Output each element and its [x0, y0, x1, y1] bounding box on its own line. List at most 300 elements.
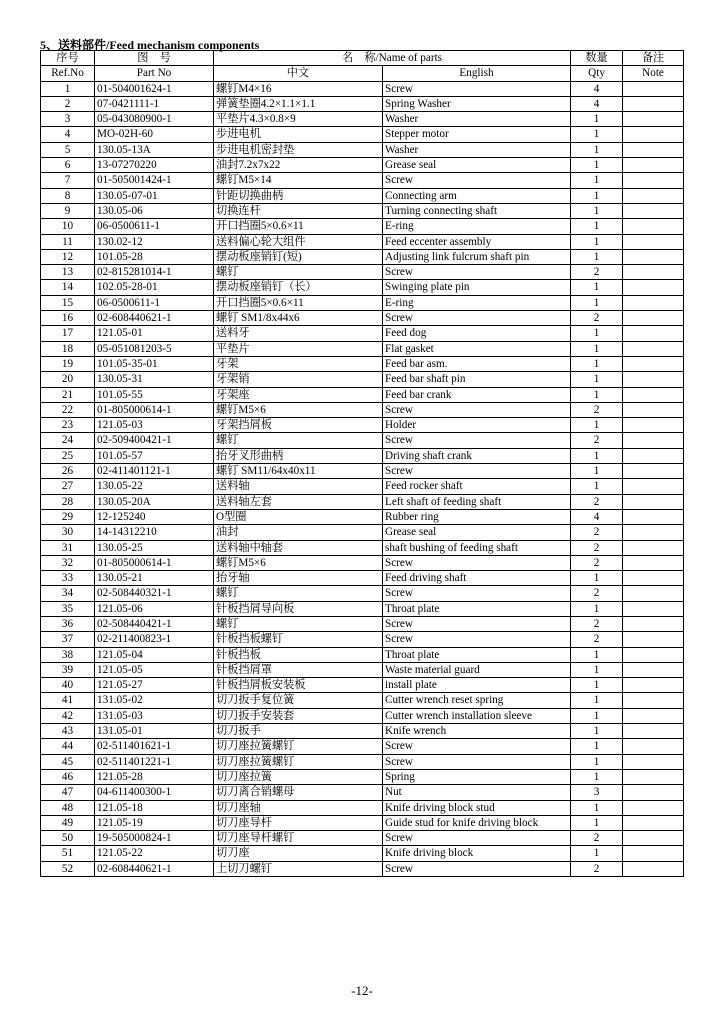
- table-row: [41, 81, 684, 96]
- ref-no-cell: 6: [41, 158, 95, 173]
- ref-no-cell: 2: [41, 96, 95, 111]
- english-name-cell: Waste material guard: [383, 662, 571, 677]
- table-row: [41, 861, 684, 876]
- table-row: [41, 785, 684, 800]
- part-no-cell: 02-511401621-1: [95, 739, 214, 754]
- part-no-cell: 101.05-35-01: [95, 356, 214, 371]
- english-name-cell: Adjusting link fulcrum shaft pin: [383, 249, 571, 264]
- ref-no-cell: 40: [41, 678, 95, 693]
- ref-no-cell: 31: [41, 540, 95, 555]
- ref-no-cell: 46: [41, 769, 95, 784]
- english-name-cell: Driving shaft crank: [383, 448, 571, 463]
- ref-no-cell: 34: [41, 586, 95, 601]
- ref-no-cell: 1: [41, 81, 95, 96]
- chinese-name-cell: 螺钉: [214, 265, 383, 280]
- chinese-name-cell: 摆动板座销钉（长）: [214, 280, 383, 295]
- chinese-name-cell: 送料偏心轮大组件: [214, 234, 383, 249]
- ref-no-cell: 52: [41, 861, 95, 876]
- qty-cell: 2: [571, 616, 623, 631]
- chinese-name-cell: 切刀座拉簧螺钉: [214, 754, 383, 769]
- chinese-name-cell: 切刀座拉簧螺钉: [214, 739, 383, 754]
- english-name-cell: Grease seal: [383, 158, 571, 173]
- chinese-name-cell: 螺钉 SM11/64x40x11: [214, 464, 383, 479]
- qty-cell: 1: [571, 846, 623, 861]
- english-name-cell: Screw: [383, 632, 571, 647]
- chinese-name-cell: 针板挡屑导向板: [214, 601, 383, 616]
- ref-no-cell: 25: [41, 448, 95, 463]
- ref-no-cell: 11: [41, 234, 95, 249]
- note-cell: [623, 341, 684, 356]
- qty-cell: 1: [571, 724, 623, 739]
- english-name-cell: Washer: [383, 142, 571, 157]
- table-row: [41, 601, 684, 616]
- ref-no-cell: 8: [41, 188, 95, 203]
- part-no-cell: 02-411401121-1: [95, 464, 214, 479]
- header-ref-no-en: Ref.No: [41, 66, 95, 81]
- english-name-cell: Screw: [383, 739, 571, 754]
- ref-no-cell: 14: [41, 280, 95, 295]
- qty-cell: 1: [571, 158, 623, 173]
- table-row: [41, 219, 684, 234]
- qty-cell: 1: [571, 341, 623, 356]
- table-row: [41, 525, 684, 540]
- chinese-name-cell: 送料轴中轴套: [214, 540, 383, 555]
- qty-cell: 1: [571, 448, 623, 463]
- chinese-name-cell: 抬牙叉形曲柄: [214, 448, 383, 463]
- ref-no-cell: 19: [41, 356, 95, 371]
- ref-no-cell: 33: [41, 571, 95, 586]
- qty-cell: 1: [571, 219, 623, 234]
- qty-cell: 1: [571, 387, 623, 402]
- part-no-cell: 131.05-02: [95, 693, 214, 708]
- ref-no-cell: 50: [41, 831, 95, 846]
- english-name-cell: Feed bar asm.: [383, 356, 571, 371]
- table-row: [41, 387, 684, 402]
- chinese-name-cell: 针板挡板: [214, 647, 383, 662]
- part-no-cell: 02-508440321-1: [95, 586, 214, 601]
- part-no-cell: 04-611400300-1: [95, 785, 214, 800]
- chinese-name-cell: 螺钉: [214, 616, 383, 631]
- ref-no-cell: 7: [41, 173, 95, 188]
- english-name-cell: Knife driving block stud: [383, 800, 571, 815]
- chinese-name-cell: 送料轴: [214, 479, 383, 494]
- chinese-name-cell: 牙架销: [214, 372, 383, 387]
- qty-cell: 1: [571, 693, 623, 708]
- qty-cell: 1: [571, 708, 623, 723]
- part-no-cell: 02-608440621-1: [95, 311, 214, 326]
- note-cell: [623, 678, 684, 693]
- english-name-cell: Screw: [383, 861, 571, 876]
- header-ref-no-cn: 序号: [41, 51, 95, 66]
- part-no-cell: 121.05-27: [95, 678, 214, 693]
- ref-no-cell: 30: [41, 525, 95, 540]
- chinese-name-cell: 针板挡屑罩: [214, 662, 383, 677]
- part-no-cell: 121.05-19: [95, 815, 214, 830]
- note-cell: [623, 372, 684, 387]
- table-row: [41, 815, 684, 830]
- table-row: [41, 112, 684, 127]
- table-row: [41, 188, 684, 203]
- english-name-cell: Screw: [383, 173, 571, 188]
- chinese-name-cell: 针板挡板螺钉: [214, 632, 383, 647]
- english-name-cell: Screw: [383, 81, 571, 96]
- note-cell: [623, 800, 684, 815]
- qty-cell: 3: [571, 785, 623, 800]
- note-cell: [623, 158, 684, 173]
- english-name-cell: Feed driving shaft: [383, 571, 571, 586]
- part-no-cell: 102.05-28-01: [95, 280, 214, 295]
- qty-cell: 1: [571, 800, 623, 815]
- chinese-name-cell: 弹簧垫圈4.2×1.1×1.1: [214, 96, 383, 111]
- part-no-cell: 02-211400823-1: [95, 632, 214, 647]
- ref-no-cell: 42: [41, 708, 95, 723]
- table-row: [41, 754, 684, 769]
- qty-cell: 1: [571, 188, 623, 203]
- ref-no-cell: 44: [41, 739, 95, 754]
- note-cell: [623, 142, 684, 157]
- ref-no-cell: 48: [41, 800, 95, 815]
- note-cell: [623, 295, 684, 310]
- qty-cell: 1: [571, 571, 623, 586]
- header-name-chinese: 中文: [214, 66, 383, 81]
- ref-no-cell: 38: [41, 647, 95, 662]
- table-body: [41, 81, 684, 876]
- part-no-cell: 131.05-01: [95, 724, 214, 739]
- chinese-name-cell: 切刀扳手复位簧: [214, 693, 383, 708]
- ref-no-cell: 12: [41, 249, 95, 264]
- table-row: [41, 739, 684, 754]
- note-cell: [623, 249, 684, 264]
- english-name-cell: E-ring: [383, 219, 571, 234]
- qty-cell: 1: [571, 769, 623, 784]
- ref-no-cell: 16: [41, 311, 95, 326]
- ref-no-cell: 47: [41, 785, 95, 800]
- english-name-cell: Screw: [383, 464, 571, 479]
- part-no-cell: 121.05-03: [95, 418, 214, 433]
- part-no-cell: 01-805000614-1: [95, 402, 214, 417]
- ref-no-cell: 15: [41, 295, 95, 310]
- part-no-cell: 02-509400421-1: [95, 433, 214, 448]
- note-cell: [623, 112, 684, 127]
- part-no-cell: 121.05-28: [95, 769, 214, 784]
- qty-cell: 1: [571, 815, 623, 830]
- chinese-name-cell: 螺钉: [214, 586, 383, 601]
- english-name-cell: Washer: [383, 112, 571, 127]
- english-name-cell: Grease seal: [383, 525, 571, 540]
- note-cell: [623, 571, 684, 586]
- table-row: [41, 831, 684, 846]
- qty-cell: 1: [571, 662, 623, 677]
- note-cell: [623, 586, 684, 601]
- english-name-cell: Stepper motor: [383, 127, 571, 142]
- table-row: [41, 265, 684, 280]
- qty-cell: 1: [571, 173, 623, 188]
- english-name-cell: Turning connecting shaft: [383, 203, 571, 218]
- chinese-name-cell: 螺钉M5×6: [214, 555, 383, 570]
- english-name-cell: Spring Washer: [383, 96, 571, 111]
- ref-no-cell: 35: [41, 601, 95, 616]
- qty-cell: 2: [571, 311, 623, 326]
- ref-no-cell: 39: [41, 662, 95, 677]
- qty-cell: 1: [571, 203, 623, 218]
- qty-cell: 1: [571, 142, 623, 157]
- header-part-no-cn: 图 号: [95, 51, 214, 66]
- note-cell: [623, 219, 684, 234]
- ref-no-cell: 43: [41, 724, 95, 739]
- english-name-cell: Screw: [383, 616, 571, 631]
- note-cell: [623, 433, 684, 448]
- table-row: [41, 433, 684, 448]
- qty-cell: 2: [571, 831, 623, 846]
- part-no-cell: 130.05-06: [95, 203, 214, 218]
- chinese-name-cell: 切刀座拉簧: [214, 769, 383, 784]
- part-no-cell: 02-508440421-1: [95, 616, 214, 631]
- qty-cell: 2: [571, 555, 623, 570]
- english-name-cell: Nut: [383, 785, 571, 800]
- note-cell: [623, 540, 684, 555]
- chinese-name-cell: 开口挡圈5×0.6×11: [214, 295, 383, 310]
- qty-cell: 1: [571, 754, 623, 769]
- chinese-name-cell: 切刀座轴: [214, 800, 383, 815]
- qty-cell: 1: [571, 739, 623, 754]
- qty-cell: 4: [571, 96, 623, 111]
- table-row: [41, 356, 684, 371]
- part-no-cell: 131.05-03: [95, 708, 214, 723]
- part-no-cell: 130.02-12: [95, 234, 214, 249]
- part-no-cell: 02-608440621-1: [95, 861, 214, 876]
- part-no-cell: 01-505001424-1: [95, 173, 214, 188]
- chinese-name-cell: 螺钉M5×6: [214, 402, 383, 417]
- table-row: [41, 418, 684, 433]
- english-name-cell: Feed rocker shaft: [383, 479, 571, 494]
- part-no-cell: 121.05-01: [95, 326, 214, 341]
- qty-cell: 2: [571, 433, 623, 448]
- ref-no-cell: 45: [41, 754, 95, 769]
- chinese-name-cell: 切换连杆: [214, 203, 383, 218]
- note-cell: [623, 418, 684, 433]
- note-cell: [623, 387, 684, 402]
- chinese-name-cell: 针板挡屑板安装板: [214, 678, 383, 693]
- chinese-name-cell: 牙架: [214, 356, 383, 371]
- qty-cell: 2: [571, 540, 623, 555]
- header-part-no-en: Part No: [95, 66, 214, 81]
- note-cell: [623, 265, 684, 280]
- note-cell: [623, 81, 684, 96]
- qty-cell: 1: [571, 479, 623, 494]
- english-name-cell: Throat plate: [383, 647, 571, 662]
- qty-cell: 1: [571, 372, 623, 387]
- part-no-cell: 13-07270220: [95, 158, 214, 173]
- english-name-cell: Cutter wrench installation sleeve: [383, 708, 571, 723]
- ref-no-cell: 27: [41, 479, 95, 494]
- chinese-name-cell: 螺钉M5×14: [214, 173, 383, 188]
- table-row: [41, 203, 684, 218]
- ref-no-cell: 49: [41, 815, 95, 830]
- header-name-of-parts: 名 称/Name of parts: [214, 51, 571, 66]
- table-row: [41, 295, 684, 310]
- header-name-english: English: [383, 66, 571, 81]
- ref-no-cell: 24: [41, 433, 95, 448]
- ref-no-cell: 28: [41, 494, 95, 509]
- part-no-cell: 121.05-18: [95, 800, 214, 815]
- english-name-cell: Screw: [383, 831, 571, 846]
- part-no-cell: 06-0500611-1: [95, 219, 214, 234]
- note-cell: [623, 203, 684, 218]
- part-no-cell: 02-815281014-1: [95, 265, 214, 280]
- note-cell: [623, 769, 684, 784]
- qty-cell: 4: [571, 81, 623, 96]
- english-name-cell: Rubber ring: [383, 509, 571, 524]
- english-name-cell: Screw: [383, 265, 571, 280]
- part-no-cell: 07-0421111-1: [95, 96, 214, 111]
- note-cell: [623, 525, 684, 540]
- note-cell: [623, 815, 684, 830]
- english-name-cell: Guide stud for knife driving block: [383, 815, 571, 830]
- qty-cell: 1: [571, 464, 623, 479]
- part-no-cell: 01-805000614-1: [95, 555, 214, 570]
- note-cell: [623, 601, 684, 616]
- qty-cell: 1: [571, 326, 623, 341]
- chinese-name-cell: 牙架座: [214, 387, 383, 402]
- ref-no-cell: 32: [41, 555, 95, 570]
- qty-cell: 1: [571, 356, 623, 371]
- note-cell: [623, 785, 684, 800]
- parts-table: [40, 50, 684, 877]
- ref-no-cell: 13: [41, 265, 95, 280]
- part-no-cell: 121.05-04: [95, 647, 214, 662]
- table-row: [41, 448, 684, 463]
- ref-no-cell: 4: [41, 127, 95, 142]
- table-row: [41, 249, 684, 264]
- ref-no-cell: 9: [41, 203, 95, 218]
- ref-no-cell: 37: [41, 632, 95, 647]
- note-cell: [623, 311, 684, 326]
- part-no-cell: 121.05-22: [95, 846, 214, 861]
- header-qty-cn: 数量: [571, 51, 623, 66]
- note-cell: [623, 693, 684, 708]
- chinese-name-cell: 牙架挡屑板: [214, 418, 383, 433]
- table-row: [41, 616, 684, 631]
- table-row: [41, 479, 684, 494]
- note-cell: [623, 326, 684, 341]
- note-cell: [623, 234, 684, 249]
- english-name-cell: Screw: [383, 311, 571, 326]
- english-name-cell: Knife wrench: [383, 724, 571, 739]
- note-cell: [623, 509, 684, 524]
- table-row: [41, 571, 684, 586]
- note-cell: [623, 356, 684, 371]
- english-name-cell: Connecting arm: [383, 188, 571, 203]
- table-row: [41, 800, 684, 815]
- chinese-name-cell: 螺钉: [214, 433, 383, 448]
- table-row: [41, 326, 684, 341]
- chinese-name-cell: 平垫片4.3×0.8×9: [214, 112, 383, 127]
- english-name-cell: Screw: [383, 402, 571, 417]
- part-no-cell: 05-043080900-1: [95, 112, 214, 127]
- english-name-cell: Holder: [383, 418, 571, 433]
- chinese-name-cell: 针距切换曲柄: [214, 188, 383, 203]
- table-row: [41, 173, 684, 188]
- table-header: [41, 51, 684, 82]
- ref-no-cell: 22: [41, 402, 95, 417]
- qty-cell: 2: [571, 525, 623, 540]
- part-no-cell: 130.05-31: [95, 372, 214, 387]
- chinese-name-cell: 切刀座导杆: [214, 815, 383, 830]
- english-name-cell: Feed bar shaft pin: [383, 372, 571, 387]
- note-cell: [623, 754, 684, 769]
- note-cell: [623, 464, 684, 479]
- english-name-cell: E-ring: [383, 295, 571, 310]
- english-name-cell: Screw: [383, 555, 571, 570]
- ref-no-cell: 10: [41, 219, 95, 234]
- chinese-name-cell: 切刀扳手安装套: [214, 708, 383, 723]
- header-qty-en: Qty: [571, 66, 623, 81]
- qty-cell: 1: [571, 280, 623, 295]
- table-row: [41, 662, 684, 677]
- note-cell: [623, 188, 684, 203]
- part-no-cell: 121.05-05: [95, 662, 214, 677]
- ref-no-cell: 21: [41, 387, 95, 402]
- qty-cell: 1: [571, 601, 623, 616]
- section-title: 5、送料部件/Feed mechanism components: [40, 38, 260, 52]
- note-cell: [623, 555, 684, 570]
- qty-cell: 1: [571, 678, 623, 693]
- note-cell: [623, 448, 684, 463]
- page-number: -12-: [351, 983, 373, 998]
- chinese-name-cell: 送料牙: [214, 326, 383, 341]
- table-row: [41, 372, 684, 387]
- ref-no-cell: 17: [41, 326, 95, 341]
- english-name-cell: Swinging plate pin: [383, 280, 571, 295]
- part-no-cell: 19-505000824-1: [95, 831, 214, 846]
- qty-cell: 4: [571, 509, 623, 524]
- table-row: [41, 647, 684, 662]
- ref-no-cell: 41: [41, 693, 95, 708]
- part-no-cell: 130.05-25: [95, 540, 214, 555]
- table-row: [41, 632, 684, 647]
- part-no-cell: 130.05-22: [95, 479, 214, 494]
- table-row: [41, 234, 684, 249]
- english-name-cell: Flat gasket: [383, 341, 571, 356]
- part-no-cell: 05-051081203-5: [95, 341, 214, 356]
- english-name-cell: Screw: [383, 754, 571, 769]
- chinese-name-cell: 切刀座导杆螺钉: [214, 831, 383, 846]
- chinese-name-cell: O型圈: [214, 509, 383, 524]
- qty-cell: 2: [571, 861, 623, 876]
- ref-no-cell: 23: [41, 418, 95, 433]
- note-cell: [623, 724, 684, 739]
- ref-no-cell: 3: [41, 112, 95, 127]
- table-row: [41, 464, 684, 479]
- qty-cell: 1: [571, 127, 623, 142]
- english-name-cell: Knife driving block: [383, 846, 571, 861]
- part-no-cell: 06-0500611-1: [95, 295, 214, 310]
- qty-cell: 2: [571, 632, 623, 647]
- note-cell: [623, 479, 684, 494]
- part-no-cell: 02-511401221-1: [95, 754, 214, 769]
- note-cell: [623, 173, 684, 188]
- table-row: [41, 96, 684, 111]
- table-row: [41, 402, 684, 417]
- note-cell: [623, 708, 684, 723]
- qty-cell: 1: [571, 249, 623, 264]
- note-cell: [623, 494, 684, 509]
- qty-cell: 2: [571, 402, 623, 417]
- note-cell: [623, 861, 684, 876]
- english-name-cell: shaft bushing of feeding shaft: [383, 540, 571, 555]
- note-cell: [623, 632, 684, 647]
- qty-cell: 1: [571, 647, 623, 662]
